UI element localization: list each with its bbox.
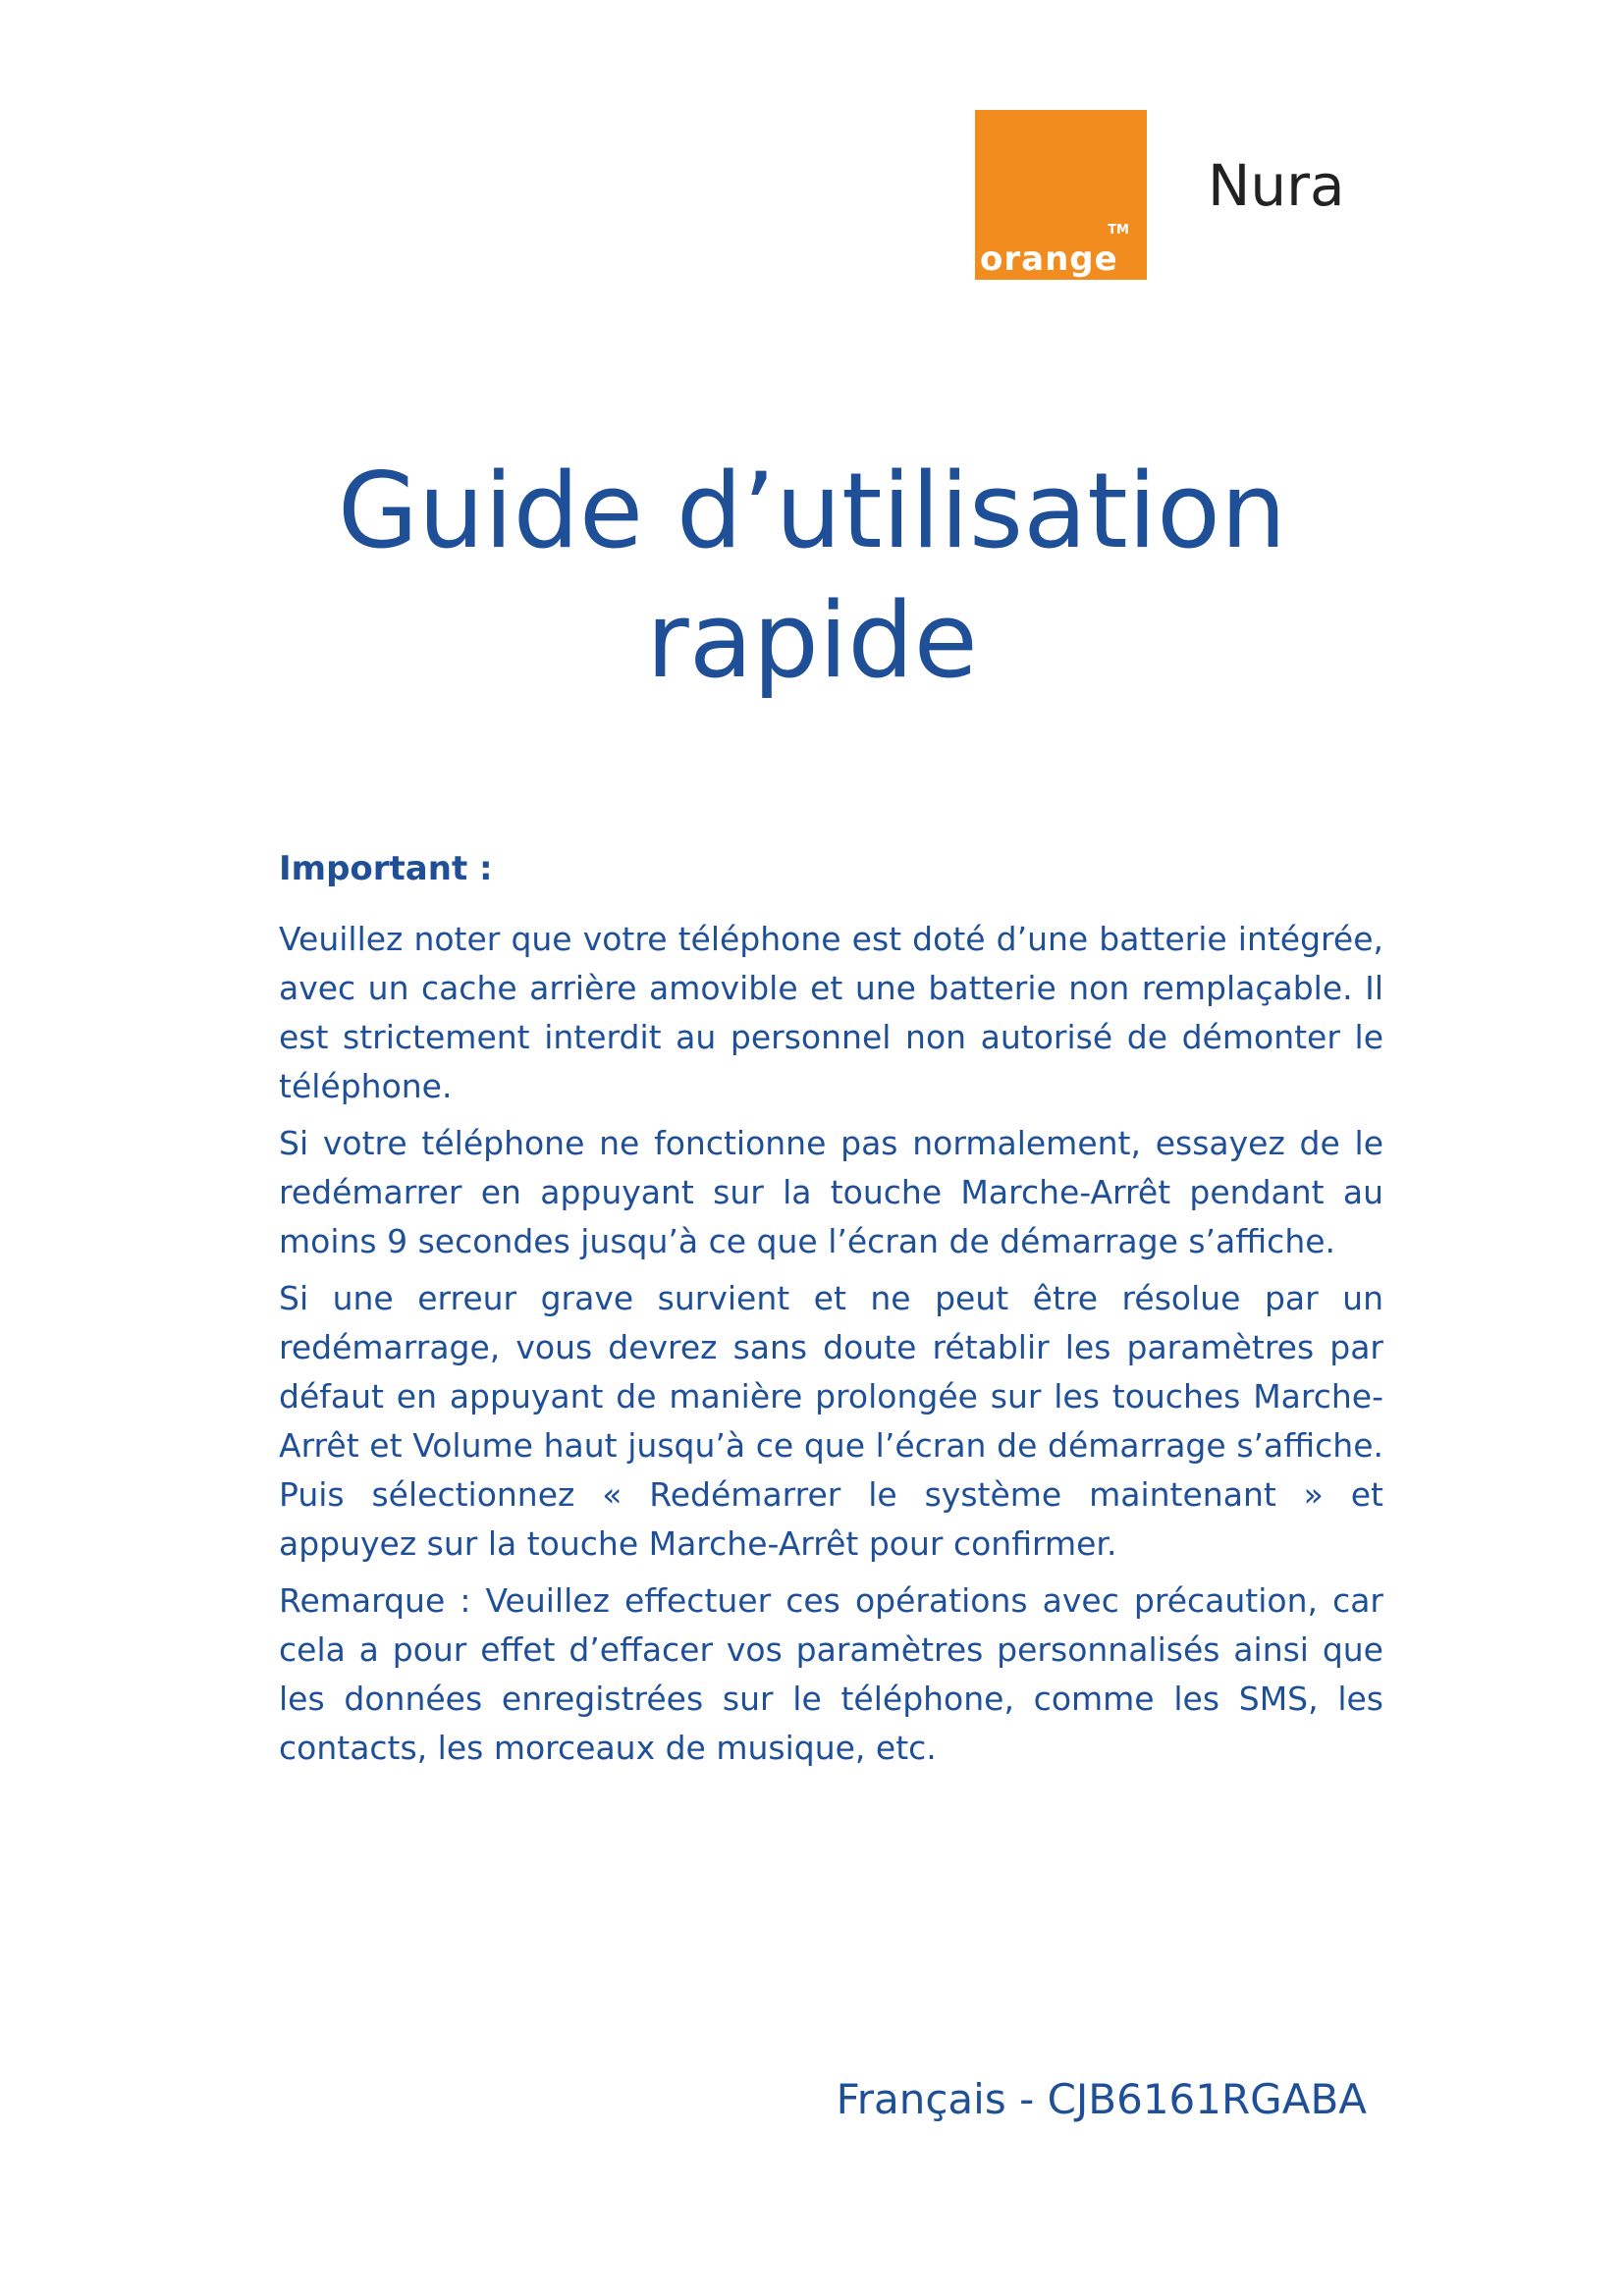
logo-text: orange	[980, 240, 1118, 279]
title-line-2: rapide	[646, 580, 978, 701]
paragraph-restart: Si votre téléphone ne fonctionne pas normalement, essayez de le redémarrer en appuyant sur la touche Marche-Arrêt pendant au moins 9 secondes jusqu’à ce que l’écran de démarrage s’affiche.	[279, 1124, 1383, 1260]
paragraph-battery: Veuillez noter que votre téléphone est doté d’une batterie intégrée, avec un cache arrière amovible et une batterie non remplaçable. Il est strictement interdit au personnel non autorisé de démonter le téléphone.	[279, 920, 1383, 1105]
paragraph-remark: Remarque : Veuillez effectuer ces opérations avec précaution, car cela a pour effet d’effacer vos paramètres personnalisés ainsi que les données enregistrées sur le téléphone, comme les SMS, les contacts, les morceaux de musique, etc.	[279, 1581, 1383, 1767]
page-title	[196, 447, 1428, 706]
footer-language-code: Français - CJB6161RGABA	[836, 2075, 1367, 2123]
important-heading: Important :	[279, 849, 493, 888]
title-line-1: Guide d’utilisation	[337, 451, 1287, 571]
product-name: Nura	[1208, 152, 1345, 219]
paragraph-reset: Si une erreur grave survient et ne peut être résolue par un redémarrage, vous devrez sans doute rétablir les paramètres par défaut en appuyant de manière prolongée sur les touches Marche-Arrêt et Volume haut jusqu’à ce que l’écran de démarrage s’affiche. Puis sélectionnez « Redémarrer le système maintenant » et appuyez sur la touche Marche-Arrêt pour confirmer.	[279, 1279, 1383, 1563]
important-section	[279, 844, 1383, 1781]
logo-trademark: TM	[1108, 223, 1129, 238]
orange-logo	[975, 110, 1147, 280]
